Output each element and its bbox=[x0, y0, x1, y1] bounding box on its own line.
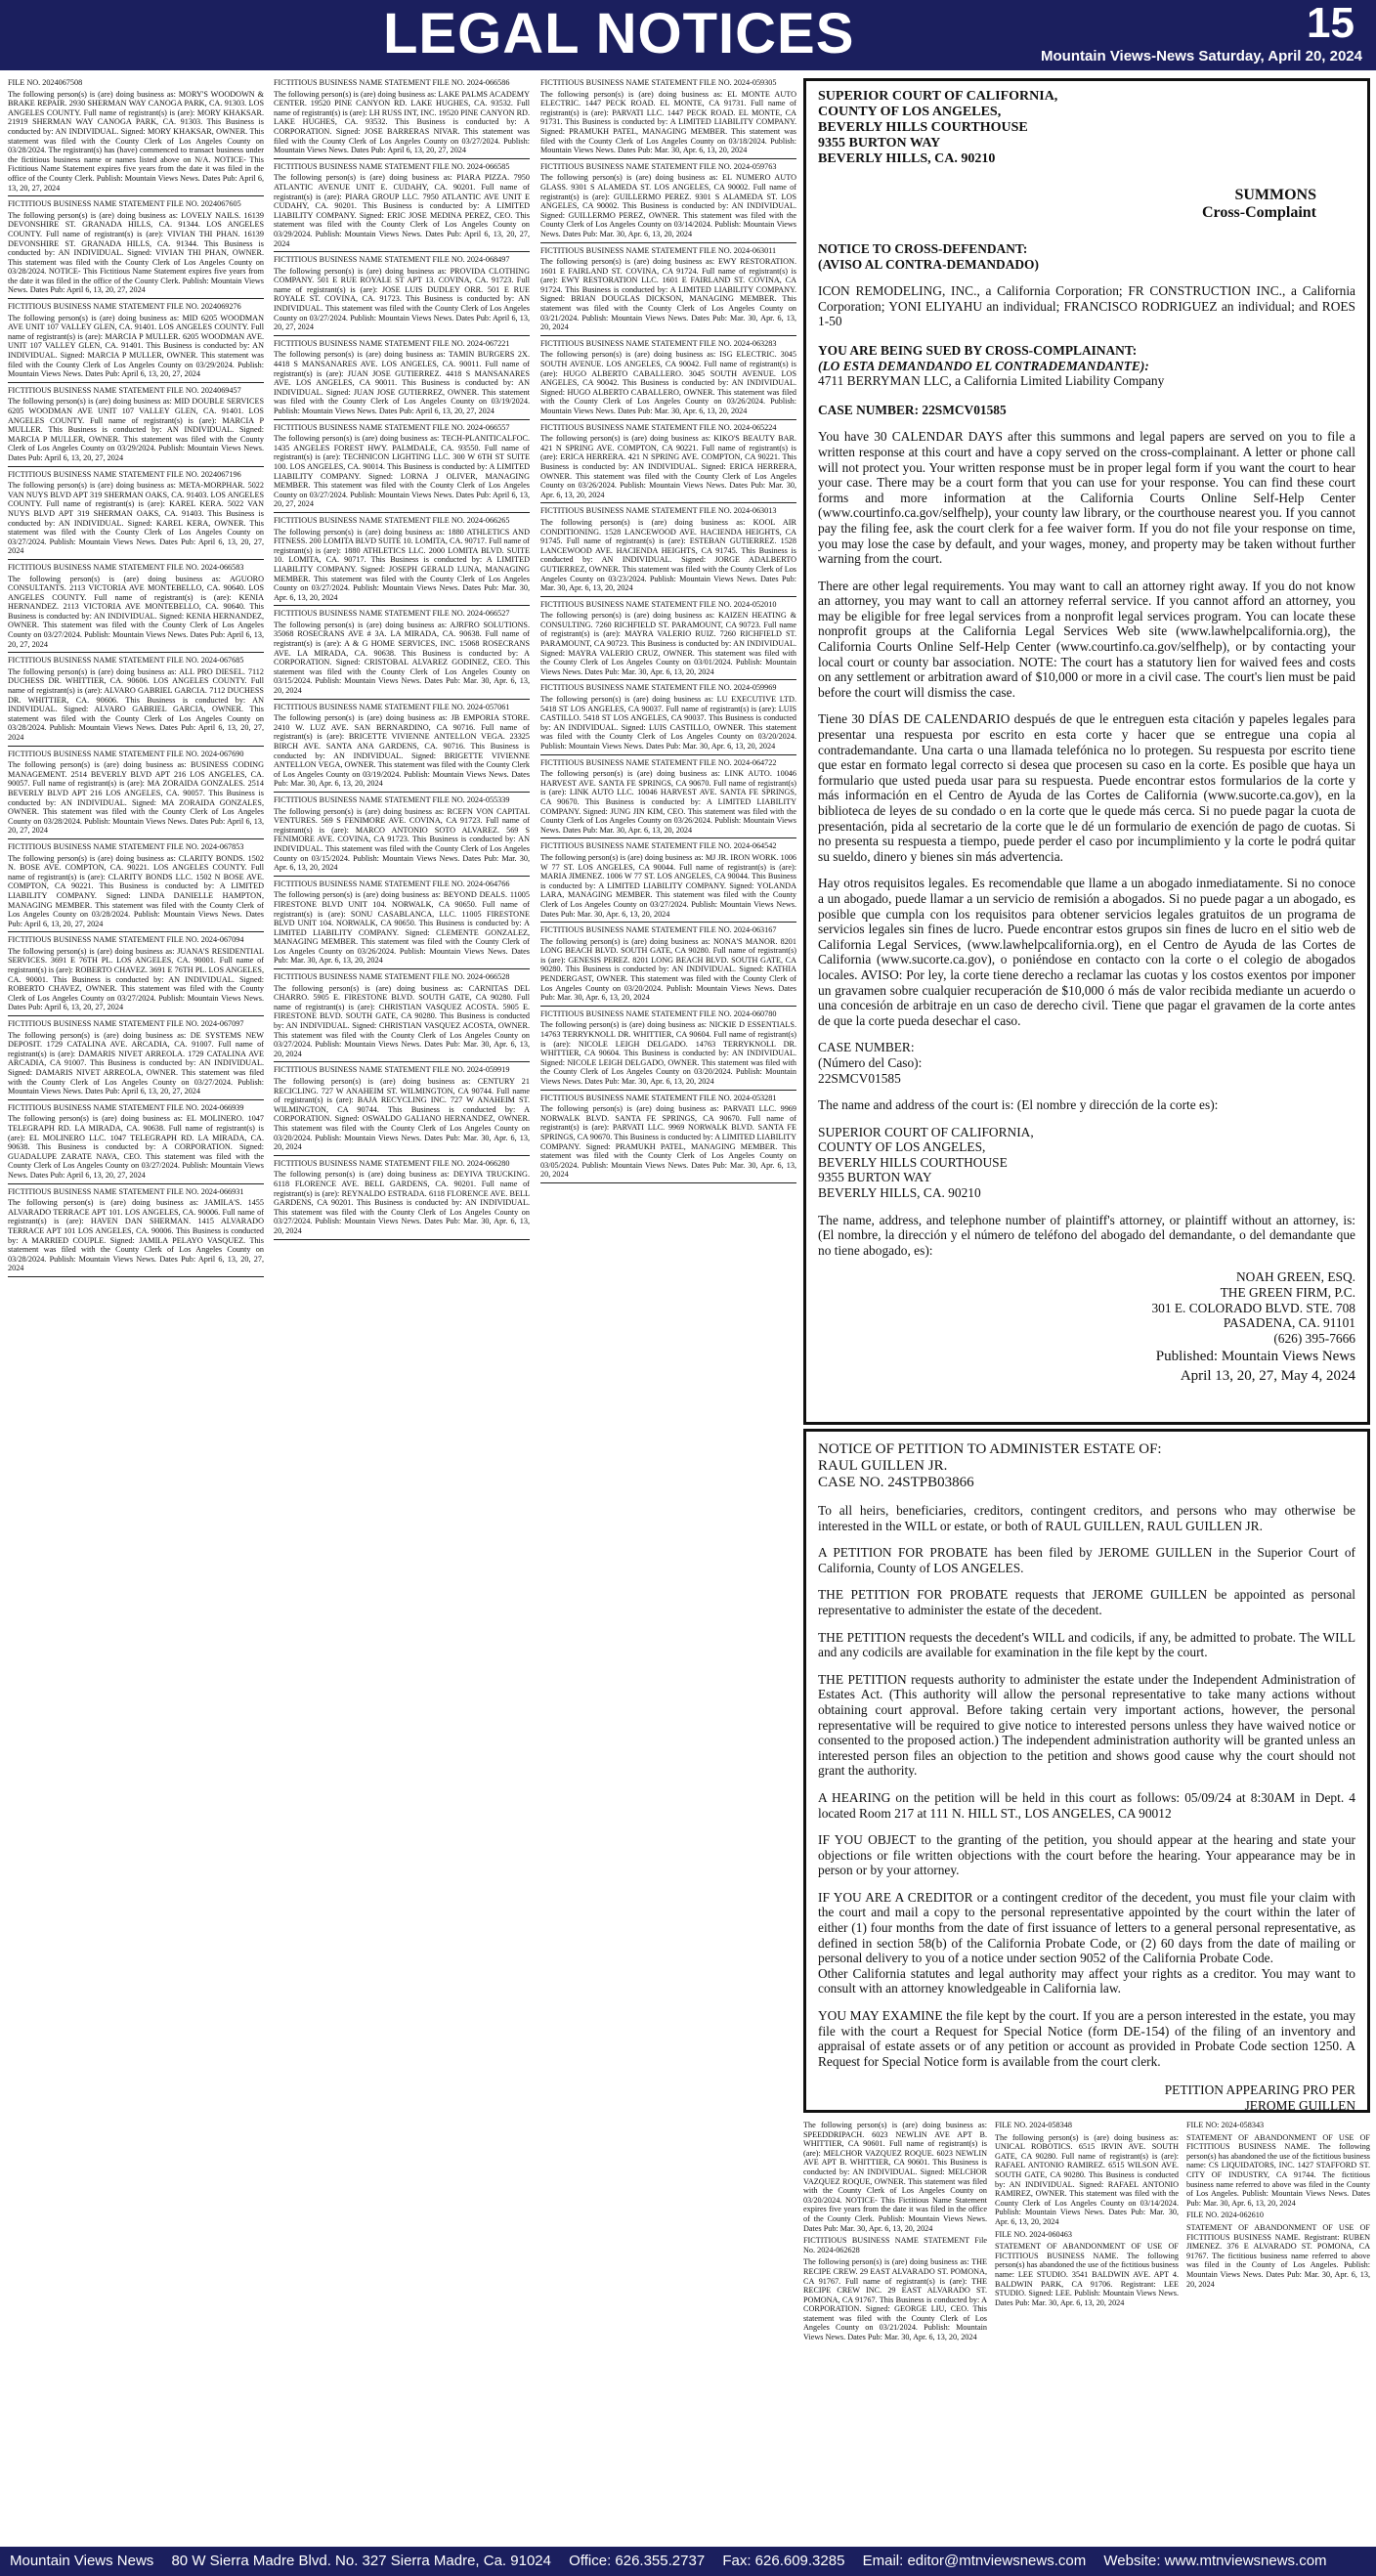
notice-body: The following person(s) is (are) doing business as: PROVIDA CLOTHING COMPANY. 501 E RUE ROYALE ST APT 13. COVINA, CA. 91723. Full name of registrant(s) is (are): JOSE LUIS DUDLEY ORR. 501 E RUE ROYALE ST. COVINA, CA. 91723. This Business is conducted by: AN INDIVIDUAL. This statement was filed with the County Clerk of Los Angeles County on 03/27/2024. Publish: Mountain Views News. Dates Pub: April 6, 13, 20, 27, 2024 bbox=[274, 266, 530, 332]
notice-body: The following person(s) is (are) doing business as: META-MORPHAR. 5022 VAN NUYS BLVD APT 319 SHERMAN OAKS, CA. 91403. LOS ANGELES COUNTY. Full name of registrant(s) is (are): KAREL KERA. 5022 VAN NUYS BLVD APT 319 SHERMAN OAKS, CA. 91403. This Business is conducted by: AN INDIVIDUAL. Signed: KAREL KERA, OWNER. This statement was filed with the County Clerk of Los Angeles County on 03/27/2024. Publish: Mountain Views News. Dates Pub: April 6, 13, 20, 27, 2024 bbox=[8, 481, 264, 556]
notice-body: The following person(s) is (are) doing business as: AGUORO CONSULTANTS. 2113 VICTORIA AVE MONTEBELLO, CA. 90640. LOS ANGELES COUNTY. Full name of registrant(s) is (are): KENIA HERNANDEZ. 2113 VICTORIA AVE MONTEBELLO, CA. 90640. This Business is conducted by: AN INDIVIDUAL. Signed: KENIA HERNANDEZ, OWNER. This statement was filed with the County Clerk of Los Angeles County on 03/27/2024. Publish: Mountain Views News. Dates Pub: April 6, 13, 20, 27, 2024 bbox=[8, 574, 264, 649]
notice-heading: FICTITIOUS BUSINESS NAME STATEMENT FILE NO. 2024-067221 bbox=[274, 338, 510, 348]
notice-divider bbox=[540, 419, 796, 420]
estate-title-line: RAUL GUILLEN JR. bbox=[818, 1458, 948, 1474]
notice-divider bbox=[274, 968, 530, 969]
notice-heading: FICTITIOUS BUSINESS NAME STATEMENT FILE NO. 2024-060780 bbox=[540, 1009, 777, 1018]
notice-divider bbox=[8, 746, 264, 747]
notice-body: The following person(s) is (are) doing business as: BUSINESS CODING MANAGEMENT. 2514 BEVERLY BLVD APT 216 LOS ANGELES, CA. 90057. Full name of registrant(s) is (are): MA ZORAIDA GONZALES. 2514 BEVERLY BLVD APT 216 LOS ANGELES, CA. 90057. This Business is conducted by: AN INDIVIDUAL. Signed: MA ZORAIDA GONZALES, OWNER. This statement was filed with the County Clerk of Los Angeles County on 03/28/2024. Publish: Mountain Views News. Dates Pub: April 6, 13, 20, 27, 2024 bbox=[8, 760, 264, 836]
signature-line: PETITION APPEARING PRO PER bbox=[1164, 2082, 1355, 2098]
notice-body: The following person(s) is (are) doing business as: EL MOLINERO. 1047 TELEGRAPH RD. LA MIRADA, CA. 90638. Full name of registrant(s) is (are): EL MOLINERO LLC. 1047 TELEGRAPH RD. LA MIRADA, CA. 90638. This Business is conducted by: A CORPORATION. Signed: GUADALUPE ZARATE NAVA, CEO. This statement was filed with the County Clerk of Los Angeles County on 03/27/2024. Publish: Mountain Views News. Dates Pub: April 6, 13, 20, 27, 2024 bbox=[8, 1114, 264, 1180]
notice-body: FICTITIOUS BUSINESS NAME STATEMENT File No. 2024-062628 bbox=[803, 2236, 987, 2254]
notice-heading: FICTITIOUS BUSINESS NAME STATEMENT FILE NO. 2024-066265 bbox=[274, 515, 510, 525]
notice-divider bbox=[274, 419, 530, 420]
notice-heading: FICTITIOUS BUSINESS NAME STATEMENT FILE NO. 2024-066528 bbox=[274, 972, 510, 982]
notice-heading: FICTITIOUS BUSINESS NAME STATEMENT FILE NO. 2024-064722 bbox=[540, 757, 777, 767]
notice-divider bbox=[8, 466, 264, 467]
notice-heading: FICTITIOUS BUSINESS NAME STATEMENT FILE NO. 2024-066585 bbox=[274, 161, 510, 171]
notice-heading: FICTITIOUS BUSINESS NAME STATEMENT FILE NO. 2024-063283 bbox=[540, 338, 777, 348]
notice-heading: FICTITIOUS BUSINESS NAME STATEMENT FILE NO. 2024069276 bbox=[8, 302, 241, 312]
bottom-column-2 bbox=[995, 2121, 1179, 2541]
notice-body: The following person(s) is (are) doing business as: MJ JR. IRON WORK. 1006 W 77 ST. LOS ANGELES, CA 90044. Full name of registrant(s) is (are): MARIA JIMENEZ. 1006 W 77 ST. LOS ANGELES, CA 90044. This Business is conducted by: A LIMITED LIABILITY COMPANY. Signed: YOLANDA LARA, MANAGING MEMBER. This statement was filed with the County Clerk of Los Angeles County on 03/27/2024. Publish: Mountain Views News. Dates Pub: Mar. 30, Apr. 6, 13, 20, 2024 bbox=[540, 852, 796, 919]
notice-heading: FICTITIOUS BUSINESS NAME STATEMENT FILE NO. 2024-055339 bbox=[274, 794, 510, 804]
notice-divider bbox=[540, 335, 796, 336]
notice-heading: FICTITIOUS BUSINESS NAME STATEMENT FILE NO. 2024-065224 bbox=[540, 422, 777, 432]
summons-title bbox=[818, 187, 1316, 222]
notice-divider bbox=[274, 876, 530, 877]
notice-heading: NOTICE TO CROSS-DEFENDANT: bbox=[818, 241, 1028, 256]
notice-heading: FICTITIOUS BUSINESS NAME STATEMENT FILE NO. 2024069457 bbox=[8, 385, 241, 395]
estate-paragraph: YOU MAY EXAMINE the file kept by the court. If you are a person interested in the estate, you may file with the court a Request for Special Notice (form DE-154) of the filing of an inventory and appraisal of estate assets or of any petition or account as provided in Probate Code section 1250. A Request for Special Notice form is available from the court clerk. bbox=[818, 2008, 1355, 2069]
estate-paragraph: THE PETITION requests authority to administer the estate under the Independent Administration of Estates Act. (This authority will allow the personal representative to take many actions without obtaining court approval. Before taking certain very important actions, however, the personal representative will be required to give notice to interested persons unless they have waived notice or consented to the proposed action.) The independent administration authority will be granted unless an interested person files an objection to the petition and shows good cause why the court should not grant the authority. bbox=[818, 1671, 1355, 1779]
estate-paragraph: THE PETITION FOR PROBATE requests that JEROME GUILLEN be appointed as personal representative to administer the estate of the decedent. bbox=[818, 1587, 1355, 1617]
estate-notice bbox=[803, 1429, 1370, 2113]
notice-heading: FICTITIOUS BUSINESS NAME STATEMENT FILE NO. 2024-067097 bbox=[8, 1019, 244, 1029]
notice-divider bbox=[540, 158, 796, 159]
notice-body: The following person(s) is (are) doing business as: LINK AUTO. 10046 HARVEST AVE. SANTA FE SPRINGS, CA 90670. Full name of registrant(s) is (are): LINK AUTO LLC. 10046 HARVEST AVE. SANTA FE SPRINGS, CA 90670. This Business is conducted by: A LIMITED LIABILITY COMPANY. Signed: JUNG JIN KIM, CEO. This statement was filed with the County Clerk of Los Angeles County on 03/26/2024. Publish: Mountain Views News. Dates Pub: Mar. 30, Apr. 6, 13, 20, 2024 bbox=[540, 769, 796, 835]
section-title: LEGAL NOTICES bbox=[383, 2, 855, 65]
estate-paragraph: A HEARING on the petition will be held in this court as follows: 05/09/24 at 8:30AM in Dept. 4 located Room 217 at 111 N. HILL ST., LOS ANGELES, CA 90012 bbox=[818, 1789, 1355, 1821]
notice-divider bbox=[274, 251, 530, 252]
notice-heading: FICTITIOUS BUSINESS NAME STATEMENT FILE NO. 2024-059969 bbox=[540, 683, 777, 693]
summons-notice bbox=[803, 78, 1370, 1425]
estate-paragraph: A PETITION FOR PROBATE has been filed by JEROME GUILLEN in the Superior Court of California, County of LOS ANGELES. bbox=[818, 1545, 1355, 1575]
attorney-line: PASADENA, CA. 91101 bbox=[1223, 1315, 1355, 1331]
estate-title-line: CASE NO. 24STPB03866 bbox=[818, 1475, 974, 1490]
notice-heading: FICTITIOUS BUSINESS NAME STATEMENT FILE NO. 2024-066939 bbox=[8, 1102, 244, 1112]
notice-divider bbox=[274, 1239, 530, 1240]
notice-divider bbox=[274, 792, 530, 793]
notice-divider bbox=[8, 652, 264, 653]
court-line: COUNTY OF LOS ANGELES, bbox=[818, 105, 1002, 119]
notice-heading: FICTITIOUS BUSINESS NAME STATEMENT FILE NO. 2024-066557 bbox=[274, 422, 510, 432]
notice-divider bbox=[8, 195, 264, 196]
estate-title bbox=[818, 1441, 1355, 1491]
notice-divider bbox=[540, 242, 796, 243]
masthead bbox=[0, 0, 1376, 70]
notice-divider bbox=[8, 838, 264, 839]
notice-body: The following person(s) is (are) doing business as: JB EMPORIA STORE. 2410 W. LUZ AVE. SAN BERNARDINO, CA 90716. Full name of registrant(s) is (are): BRICETTE VIVIENNE ANTELLON VEGA. 23325 BIRCH AVE. SANTA ANA GARDENS, CA. 90716. This Business is conducted by: AN INDIVIDUAL. Signed: BRIGETTE VIVIENNE ANTELLON VEGA, OWNER. This statement was filed with the County Clerk of Los Angeles County on 03/19/2024. Publish: Mountain Views News. Dates Pub: Mar. 30, Apr. 6, 13, 20, 2024 bbox=[274, 713, 530, 789]
notice-body: The following person(s) is (are) doing business as: DEYIVA TRUCKING. 6118 FLORENCE AVE. BELL GARDENS, CA. 90201. Full name of registrant(s) is (are): REYNALDO ESTRADA. 6118 FLORENCE AVE. BELL GARDENS, CA 90201. This Business is conducted by: AN INDIVIDUAL. This statement was filed with the County Clerk of Los Angeles County on 03/27/2024. Publish: Mountain Views News. Dates Pub: Mar. 30, Apr. 6, 13, 20, 2024 bbox=[274, 1170, 530, 1235]
notice-body: The following person(s) is (are) doing business as: JUANA'S RESIDENTIAL SERVICES. 3691 E 76TH PL. LOS ANGELES, CA. 90001. Full name of registrant(s) is (are): ROBERTO CHAVEZ. 3691 E 76TH PL. LOS ANGELES, CA. 90001. This Business is conducted by: AN INDIVIDUAL. Signed: ROBERTO CHAVEZ, OWNER. This statement was filed with the County Clerk of Los Angeles County on 03/27/2024. Publish: Mountain Views News. Dates Pub: April 6, 13, 20, 27, 2024 bbox=[8, 946, 264, 1012]
notice-body: The following person(s) is (are) doing business as: EL MONTE AUTO ELECTRIC. 1447 PECK ROAD. EL MONTE, CA 91731. Full name of registrant(s) is (are): PARVATI LLC. 1447 PECK ROAD. EL MONTE, CA 91731. This Business is conducted by: A LIMITED LIABILITY COMPANY. Signed: PRAMUKH PATEL, MANAGING MEMBER. This statement was filed with the County Clerk of Los Angeles County on 03/18/2024. Publish: Mountain Views News. Dates Pub: Mar. 30, Apr. 6, 13, 20, 2024 bbox=[540, 89, 796, 155]
notice-heading-es: (AVISO AL CONTRA-DEMANDADO) bbox=[818, 256, 1039, 272]
notice-heading: FICTITIOUS BUSINESS NAME STATEMENT FILE NO. 2024-066586 bbox=[274, 78, 510, 87]
notice-body: The following person(s) is (are) doing business as: JAMILA'S. 1455 ALVARADO TERRACE APT 101. LOS ANGELES, CA. 90006. Full name of registrant(s) is (are): HAVEN DAN SHERMAN. 1415 ALVARADO TERRACE APT 101 LOS ANGELES, CA. 90006. This Business is conducted by: A MARRIED COUPLE. Signed: JAMILA PELAYO VASQUEZ. This statement was filed with the County Clerk of Los Angeles County on 03/28/2024. Publish: Mountain Views News. Dates Pub: April 6, 13, 20, 27, 2024 bbox=[8, 1198, 264, 1273]
notice-body: FILE NO. 2024-058348 bbox=[995, 2121, 1072, 2129]
notice-heading: FICTITIOUS BUSINESS NAME STATEMENT FILE NO. 2024-066280 bbox=[274, 1158, 510, 1168]
notice-body: The following person(s) is (are) doing business as: EWY RESTORATION. 1601 E FAIRLAND ST. COVINA, CA 91724. Full name of registrant(s) is (are): EWY RESTORATION LLC. 1601 E FAIRLAND ST. COVINA, CA 91724. This Business is conducted by: A LIMITED LIABILITY COMPANY. Signed: BRIAN DOUGLAS DICKSON, MANAGING MEMBER. This statement was filed with the County Clerk of Los Angeles County on 03/21/2024. Publish: Mountain Views News. Dates Pub: Mar. 30, Apr. 6, 13, 20, 2024 bbox=[540, 257, 796, 332]
notice-heading: FICTITIOUS BUSINESS NAME STATEMENT FILE NO. 2024-066583 bbox=[8, 562, 244, 572]
notice-body: The following person(s) is (are) doing business as: UNICAL ROBOTICS. 6515 IRVIN AVE. SOUTH GATE, CA 90280. Full name of registrant(s) is (are): RAFAEL ANTONIO RAMIREZ. 6515 WILSON AVE. SOUTH GATE, CA 90280. This Business is conducted by: AN INDIVIDUAL. Signed: RAFAEL ANTONIO RAMIREZ, OWNER. This statement was filed with the County Clerk of Los Angeles County on 03/14/2024. Publish: Mountain Views News. Dates Pub: Mar. 30, Apr. 6, 13, 20, 2024 bbox=[995, 2132, 1179, 2226]
notice-body: The following person(s) is (are) doing business as: LU EXECUTIVE LTD. 5418 ST LOS ANGELES, CA 90037. Full name of registrant(s) is (are): LUIS CASTILLO. 5418 ST LOS ANGELES, CA 90037. This Business is conducted by: AN INDIVIDUAL. Signed: LUIS CASTILLO, OWNER. This statement was filed with the County Clerk of Los Angeles County on 03/20/2024. Publish: Mountain Views News. Dates Pub: Mar. 30, Apr. 6, 13, 20, 2024 bbox=[540, 695, 796, 751]
notice-heading: FICTITIOUS BUSINESS NAME STATEMENT FILE NO. 2024-063011 bbox=[540, 245, 777, 255]
notice-divider bbox=[8, 1183, 264, 1184]
notice-divider bbox=[274, 335, 530, 336]
court-address-line: BEVERLY HILLS, CA. 90210 bbox=[818, 1185, 981, 1201]
notice-heading: FICTITIOUS BUSINESS NAME STATEMENT FILE NO. 2024-057061 bbox=[274, 702, 510, 711]
notice-divider bbox=[540, 679, 796, 680]
notice-heading: FICTITIOUS BUSINESS NAME STATEMENT FILE NO. 2024-068497 bbox=[274, 255, 510, 265]
notice-heading: FICTITIOUS BUSINESS NAME STATEMENT FILE NO. 2024067196 bbox=[8, 469, 241, 479]
notice-body: FILE NO. 2024-060463 bbox=[995, 2229, 1072, 2239]
notice-divider bbox=[274, 605, 530, 606]
footer-office: Office: 626.355.2737 bbox=[569, 2553, 706, 2569]
notice-heading: FICTITIOUS BUSINESS NAME STATEMENT FILE NO. 2024-066931 bbox=[8, 1186, 244, 1196]
notice-divider bbox=[8, 559, 264, 560]
summons-para: Tiene 30 DÍAS DE CALENDARIO después de que le entreguen esta citación y papeles legales para presentar una respuesta por escrito en esta corte y hacer que se entregue una copia al contrademandante. Una carta o una llamada telefónica no lo protegen. Su respuesta por escrito tiene que estar en formato legal correcto si desea que procesen su caso en la corte. Es posible que haya un formulario que usted pueda usar para su respuesta. Puede encontrar estos formularios de la corte y más información en el Centro de Ayuda de las Cortes de California (www.sucorte.ca.gov), en la biblioteca de leyes de su condado o en la corte que le quede más cerca. Si no puede pagar la cuota de presentación, pida al secretario de la corte que le dé un formulario de exención de pago de cuotas. Si no presenta su respuesta a tiempo, puede perder el caso por incumplimiento y la corte le podrá quitar su sueldo, dinero y bienes sin más advertencia. bbox=[818, 711, 1355, 864]
court-address-line: 9355 BURTON WAY bbox=[818, 1170, 932, 1185]
notice-body: The following person(s) is (are) doing business as: ALL PRO DIESEL. 7112 DUCHESS DR. WHITTIER, CA. 90606. LOS ANGELES COUNTY. Full name of registrant(s) is (are): ALVARO GABRIEL GARCIA. 7112 DUCHESS DR. WHITTIER, CA. 90606. This Business is conducted by: AN INDIVIDUAL. Signed: ALVARO GABRIEL GARCIA, OWNER. This statement was filed with the County Clerk of Los Angeles County on 03/28/2024. Publish: Mountain Views News. Dates Pub: April 6, 13, 20, 27, 2024 bbox=[8, 666, 264, 742]
notice-body: The following person(s) is (are) doing business as: MORY'S WOODOWN & BRAKE REPAIR. 2930 SHERMAN WAY CANOGA PARK, CA. 91303. LOS ANGELES COUNTY. Full name of registrant(s) is (are): MORY KHAKSAR. 21919 SHERMAN WAY CANOGA PARK, CA. 91303. This Business is conducted by: AN INDIVIDUAL. Signed: MORY KHAKSAR, OWNER. This statement was filed with the County Clerk of Los Angeles County on 03/28/2024. The registrant(s) has (have) commenced to transact business under the fictitious business name or names listed above on N/A. NOTICE- This Fictitious Name Statement expires five years from the date it was filed in the office of the County Clerk. Publish: Mountain Views News. Dates Pub: April 6, 13, 20, 27, 2024 bbox=[8, 89, 264, 193]
bottom-column-3 bbox=[1186, 2121, 1370, 2541]
attorney-line: (626) 395-7666 bbox=[1273, 1330, 1355, 1346]
notice-heading: FICTITIOUS BUSINESS NAME STATEMENT FILE NO. 2024-067690 bbox=[8, 749, 244, 758]
notice-heading: FICTITIOUS BUSINESS NAME STATEMENT FILE NO. 2024-064766 bbox=[274, 879, 510, 888]
notice-divider bbox=[274, 1155, 530, 1156]
court-address-line: BEVERLY HILLS COURTHOUSE bbox=[818, 1154, 1008, 1170]
notice-body: STATEMENT OF ABANDONMENT OF USE OF FICTITIOUS BUSINESS NAME. The following person(s) has abandoned the use of the fictitious business name: LEE STUDIO. 3541 BALDWIN AVE. APT 4. BALDWIN PARK, CA 91706. Registrant: LEE STUDIO. Signed: LEE. Publish: Mountain Views News. Dates Pub: Mar. 30, Apr. 6, 13, 20, 2024 bbox=[995, 2242, 1179, 2307]
classified-column-2 bbox=[274, 78, 530, 2541]
cross-complainant: 4711 BERRYMAN LLC, a California Limited Liability Company bbox=[818, 373, 1165, 389]
notice-body: The following person(s) is (are) doing business as: ISG ELECTRIC. 3045 SOUTH AVENUE. LOS ANGELES, CA 90042. Full name of registrant(s) is (are): HUGO ALBERTO CABALLERO. 3045 SOUTH AVENUE. LOS ANGELES, CA 90042. This Business is conducted by: AN INDIVIDUAL. Signed: HUGO ALBERTO CABALLERO, OWNER. This statement was filed with the County Clerk of Los Angeles County on 03/26/2024. Publish: Mountain Views News. Dates Pub: Mar. 30, Apr. 6, 13, 20, 2024 bbox=[540, 350, 796, 415]
notice-divider bbox=[540, 1182, 796, 1183]
notice-body: The following person(s) is (are) doing business as: CARNITAS DEL CHARRO. 5905 E. FIRESTONE BLVD. SOUTH GATE, CA 90280. Full name of registrant(s) is (are): CHRISTIAN VASQUEZ ACOSTA. 5905 E. FIRESTONE BLVD. SOUTH GATE, CA 90280. This Business is conducted by: AN INDIVIDUAL. Signed: CHRISTIAN VASQUEZ ACOSTA, OWNER. This statement was filed with the County Clerk of Los Angeles County on 03/27/2024. Publish: Mountain Views News. Dates Pub: Mar. 30, Apr. 6, 13, 20, 2024 bbox=[274, 983, 530, 1058]
classified-column-3 bbox=[540, 78, 796, 2541]
summons-title-line: SUMMONS bbox=[1234, 187, 1316, 203]
summons-court-header bbox=[818, 89, 1355, 167]
sued-heading-es: (LO ESTA DEMANDANDO EL CONTRADEMANDANTE): bbox=[818, 358, 1149, 373]
notice-body: The following person(s) is (are) doing business as: CLARITY BONDS. 1502 N. BOSE AVE. COMPTON, CA. 90221. LOS ANGELES COUNTY. Full name of registrant(s) is (are): CLARITY BONDS LLC. 1502 N BOSE AVE. COMPTON, CA 90221. This Business is conducted by: A LIMITED LIABILITY COMPANY. Signed: LINDA DANIELLE HAMPTON, MANAGING MEMBER. This statement was filed with the County Clerk of Los Angeles County on 03/28/2024. Publish: Mountain Views News. Dates Pub: April 6, 13, 20, 27, 2024 bbox=[8, 853, 264, 928]
court-line: SUPERIOR COURT OF CALIFORNIA, bbox=[818, 89, 1058, 104]
notice-body: The following person(s) is (are) doing business as: THE RECIPE CREW. 29 EAST ALVARADO ST. POMONA, CA 91767. Full name of registrant(s) is (are): THE RECIPE CREW INC. 29 EAST ALVARADO ST. POMONA, CA 91767. This Business is conducted by: A CORPORATION. Signed: GEORGE LIU, CEO. This statement was filed with the County Clerk of Los Angeles County on 03/21/2024. Publish: Mountain Views News. Dates Pub: Mar. 30, Apr. 6, 13, 20, 2024 bbox=[803, 2257, 987, 2342]
court-line: BEVERLY HILLS COURTHOUSE bbox=[818, 120, 1028, 135]
attorney-line: 301 E. COLORADO BLVD. STE. 708 bbox=[1151, 1300, 1355, 1315]
notice-heading: FICTITIOUS BUSINESS NAME STATEMENT FILE NO. 2024-067853 bbox=[8, 841, 244, 851]
notice-heading: FICTITIOUS BUSINESS NAME STATEMENT FILE NO. 2024-052010 bbox=[540, 599, 777, 609]
notice-body: The following person(s) is (are) doing business as: KAIZEN HEATING & CONSULTING. 7260 RICHFIELD ST. PARAMOUNT, CA 90723. Full name of registrant(s) is (are): MAYRA VALERIO RUIZ. 7260 RICHFIELD ST. PARAMOUNT, CA 90723. This Business is conducted by: AN INDIVIDUAL. Signed: MAYRA VALERIO CRUZ, OWNER. This statement was filed with the County Clerk of Los Angeles County on 03/01/2024. Publish: Mountain Views News. Dates Pub: Mar. 30, Apr. 6, 13, 20, 2024 bbox=[540, 611, 796, 676]
classified-column-1 bbox=[8, 78, 264, 2541]
cross-defendants: ICON REMODELING, INC., a California Corporation; FR CONSTRUCTION INC., a California Corporation; YONI ELIYAHU an individual; FRANCISCO RODRIGUEZ an individual; and ROES 1-50 bbox=[818, 283, 1355, 329]
notice-divider bbox=[540, 596, 796, 597]
page-number: 15 bbox=[1307, 0, 1354, 47]
notice-body: STATEMENT OF ABANDONMENT OF USE OF FICTITIOUS BUSINESS NAME. Registrant: RUBEN JIMENEZ. 376 E ALVARADO ST. POMONA, CA 91767. The fictitious business name referred to above was filed in the County of Los Angeles. Publish: Mountain Views News. Dates Pub: Mar. 30, Apr. 6, 13, 20, 2024 bbox=[1186, 2222, 1370, 2289]
signature-line: JEROME GUILLEN bbox=[1244, 2098, 1355, 2113]
notice-divider bbox=[8, 382, 264, 383]
notice-body: The following person(s) is (are) doing business as: KIKO'S BEAUTY BAR. 421 N SPRING AVE. COMPTON, CA 90221. Full name of registrant(s) is (are): ERICA HERRERA. 421 N SPRING AVE. COMPTON, CA 90221. This Business is conducted by: AN INDIVIDUAL. Signed: ERICA HERRERA, OWNER. This statement was filed with the County Clerk of Los Angeles County on 03/26/2024. Publish: Mountain Views News. Dates Pub: Mar. 30, Apr. 6, 13, 20, 2024 bbox=[540, 434, 796, 499]
bottom-column-1 bbox=[803, 2121, 987, 2541]
notice-body: The following person(s) is (are) doing business as: SPEEDDRIPACH. 6023 NEWLIN AVE APT B. WHITTIER, CA 90601. Full name of registrant(s) is (are): MELCHOR VAZQUEZ ROQUE. 6023 NEWLIN AVE APT B. WHITTIER, CA 90601. This Business is conducted by: AN INDIVIDUAL. Signed: MELCHOR VAZQUEZ ROQUE, OWNER. This statement was filed with the County Clerk of Los Angeles County on 03/20/2024. NOTICE- This Fictitious Name Statement expires five years from the date it was filed in the office of the County Clerk. Publish: Mountain Views News. Dates Pub: Mar. 30, Apr. 6, 13, 20, 2024 bbox=[803, 2121, 987, 2233]
notice-heading: FICTITIOUS BUSINESS NAME STATEMENT FILE NO. 2024-053281 bbox=[540, 1093, 777, 1102]
estate-paragraphs bbox=[818, 1503, 1355, 2069]
notice-body: The following person(s) is (are) doing business as: CENTURY 21 RECICLING. 727 W ANAHEIM ST. WILMINGTON, CA 90744. Full name of registrant(s) is (are): BAJA RECYCLING INC. 727 W ANAHEIM ST. WILMINGTON, CA 90744. This Business is conducted by: A CORPORATION. Signed: OSWALDO GALIANO HERNANDEZ, OWNER. This statement was filed with the County Clerk of Los Angeles County on 03/20/2024. Publish: Mountain Views News. Dates Pub: Mar. 30, Apr. 6, 13, 20, 2024 bbox=[274, 1077, 530, 1152]
notice-heading: FICTITIOUS BUSINESS NAME STATEMENT FILE NO. 2024-059763 bbox=[540, 161, 777, 171]
summons-title-line: Cross-Complaint bbox=[1201, 204, 1316, 221]
notice-body: The following person(s) is (are) doing business as: MID DOUBLE SERVICES 6205 WOODMAN AVE UNIT 107 VALLEY GLEN, CA. 91401. LOS ANGELES COUNTY. Full name of registrant(s) is (are): MARCIA P MULLER. This Business is conducted by: AN INDIVIDUAL. Signed: MARCIA P MULLER, OWNER. This statement was filed with the County Clerk of Los Angeles County on 03/29/2024. Publish: Mountain Views News. Dates Pub: April 6, 13, 20, 27, 2024 bbox=[8, 397, 264, 462]
court-address bbox=[818, 1125, 1355, 1201]
notice-body: The following person(s) is (are) doing business as: AJRFRO SOLUTIONS. 35068 ROSECRANS AVE # 3A. LA MIRADA, CA. 90638. Full name of registrant(s) is (are): A & G HOME SERVICES, INC. 15068 ROSECRANS AVE. LA MIRADA, CA. 90638. This Business is conducted by: A CORPORATION. Signed: CRISTOBAL ALVAREZ GODINEZ, CEO. This statement was filed with the County Clerk of Los Angeles County on 03/15/2024. Publish: Mountain Views News. Dates Pub: Mar. 30, Apr. 6, 13, 20, 2024 bbox=[274, 620, 530, 696]
notice-body: FILE NO: 2024-058343 bbox=[1186, 2121, 1265, 2129]
notice-divider bbox=[274, 699, 530, 700]
case-number-line: CASE NUMBER: 22SMCV01585 bbox=[818, 402, 1007, 417]
estate-paragraph: IF YOU OBJECT to the granting of the petition, you should appear at the hearing and state your objections or file written objections with the court before the hearing. Your appearance may be in person or by your attorney. bbox=[818, 1832, 1355, 1878]
court-address-line: SUPERIOR COURT OF CALIFORNIA, bbox=[818, 1124, 1034, 1139]
notice-body: The following person(s) is (are) doing business as: NONA'S MANOR. 8201 LONG BEACH BLVD. SOUTH GATE, CA 90280. Full name of registrant(s) is (are): GENESIS PEREZ. 8201 LONG BEACH BLVD. SOUTH GATE, CA 90280. This Business is conducted by: AN INDIVIDUAL. Signed: KATHIA PENDERGAST, OWNER. This statement was filed with the County Clerk of Los Angeles County on 03/20/2024. Publish: Mountain Views News. Dates Pub: Mar. 30, Apr. 6, 13, 20, 2024 bbox=[540, 936, 796, 1003]
notice-body: STATEMENT OF ABANDONMENT OF USE OF FICTITIOUS BUSINESS NAME. The following person(s) has abandoned the use of the fictitious business name: CS LIQUIDATORS, INC. 1427 STAFFORD ST. CITY OF INDUSTRY, CA 91744. The fictitious business name referred to above was filed in the County of Los Angeles. Publish: Mountain Views News. Dates Pub: Mar. 30, Apr. 6, 13, 20, 2024 bbox=[1186, 2132, 1370, 2208]
estate-paragraph: IF YOU ARE A CREDITOR or a contingent creditor of the decedent, you must file your claim with the court and mail a copy to the personal representative appointed by the court within the later of either (1) four months from the date of first issuance of letters to a general personal representative, as defined in section 58(b) of the California Probate Code, or (2) 60 days from the date of mailing or personal delivery to you of a notice under section 9052 of the California Probate Code. Other California statutes and legal authority may affect your rights as a creditor. You may want to consult with an attorney knowledgeable in California law. bbox=[818, 1889, 1355, 1996]
notice-divider bbox=[540, 837, 796, 838]
notice-divider bbox=[540, 1090, 796, 1091]
notice-body: The following person(s) is (are) doing business as: NICKIE D ESSENTIALS. 14763 TERRYKNOLL DR. WHITTIER, CA 90604. Full name of registrant(s) is (are): NICOLE LEIGH DELGADO. 14763 TERRYKNOLL DR. WHITTIER, CA 90604. This Business is conducted by: AN INDIVIDUAL. Signed: NICOLE LEIGH DELGADO, OWNER. This statement was filed with the County Clerk of Los Angeles County on 03/20/2024. Publish: Mountain Views News. Dates Pub: Mar. 30, Apr. 6, 13, 20, 2024 bbox=[540, 1020, 796, 1086]
notice-body: The following person(s) is (are) doing business as: EL NUMERO AUTO GLASS. 9301 S ALAMEDA ST. LOS ANGELES, CA 90002. Full name of registrant(s) is (are): GUILLERMO PEREZ. 9301 S ALAMEDA ST. LOS ANGELES, CA 90002. This Business is conducted by: AN INDIVIDUAL. Signed: GUILLERMO PEREZ, OWNER. This statement was filed with the County Clerk of Los Angeles County on 03/14/2024. Publish: Mountain Views News. Dates Pub: Mar. 30, Apr. 6, 13, 20, 2024 bbox=[540, 173, 796, 238]
notice-divider bbox=[540, 754, 796, 755]
notice-divider bbox=[8, 931, 264, 932]
notice-body: The following person(s) is (are) doing business as: KOOL AIR CONDITIONING. 1528 LANCEWOOD AVE. HACIENDA HEIGHTS, CA 91745. Full name of registrant(s) is (are): ESTEBAN GUTIERREZ. 1528 LANCEWOOD AVE. HACIENDA HEIGHTS, CA 91745. This Business is conducted by: AN INDIVIDUAL. Signed: JORGE ADALBERTO GUTIERREZ, OWNER. This statement was filed with the County Clerk of Los Angeles County on 03/23/2024. Publish: Mountain Views News. Dates Pub: Mar. 30, Apr. 6, 13, 20, 2024 bbox=[540, 517, 796, 593]
notice-body: FILE NO. 2024-062610 bbox=[1186, 2211, 1264, 2220]
notice-divider bbox=[274, 158, 530, 159]
notice-heading: FICTITIOUS BUSINESS NAME STATEMENT FILE NO. 2024-067094 bbox=[8, 935, 244, 945]
court-line: 9355 BURTON WAY bbox=[818, 136, 941, 150]
edition-line: Mountain Views-News Saturday, April 20, 2024 bbox=[1041, 48, 1362, 64]
notice-divider bbox=[8, 1276, 264, 1277]
notice-body: The following person(s) is (are) doing business as: RCEFN VON CAPITAL VENTURES. 569 S FENIMORE AVE. COVINA, CA 91723. Full name of registrant(s) is (are): MARCO ANTONIO SOTO ALVAREZ. 569 S FENIMORE AVE. COVINA, CA 91723. This Business is conducted by: AN INDIVIDUAL. This statement was filed with the County Clerk of Los Angeles County on 03/15/2024. Publish: Mountain Views News. Dates Pub: Mar. 30, Apr. 6, 13, 20, 2024 bbox=[274, 806, 530, 873]
notice-heading: FICTITIOUS BUSINESS NAME STATEMENT FILE NO. 2024-064542 bbox=[540, 841, 777, 851]
notice-heading: FICTITIOUS BUSINESS NAME STATEMENT FILE NO. 2024-059305 bbox=[540, 78, 777, 87]
notice-heading: FICTITIOUS BUSINESS NAME STATEMENT FILE NO. 2024-063013 bbox=[540, 506, 777, 516]
notice-divider bbox=[540, 922, 796, 923]
notice-body: The following person(s) is (are) doing business as: TAMIN BURGERS 2X. 4418 S MANSANARES AVE. LOS ANGELES, CA. 90011. Full name of registrant(s) is (are): JUAN JOSE GUTIERREZ. 4418 S MANSANARES AVE. LOS ANGELES, CA 90011. This Business is conducted by: AN INDIVIDUAL. Signed: JUAN JOSE GUTIERREZ, OWNER. This statement was filed with the County Clerk of Los Angeles County on 03/19/2024. Publish: Mountain Views News. Dates Pub: April 6, 13, 20, 27, 2024 bbox=[274, 350, 530, 415]
notice-body: The following person(s) is (are) doing business as: PARVATI LLC. 9969 NORWALK BLVD. SANTA FE SPRINGS, CA 90670. Full name of registrant(s) is (are): PARVATI LLC. 9969 NORWALK BLVD. SANTA FE SPRINGS, CA 90670. This Business is conducted by: A LIMITED LIABILITY COMPANY. Signed: PRAMUKH PATEL, MANAGING MEMBER. This statement was filed with the County Clerk of Los Angeles County on 03/05/2024. Publish: Mountain Views News. Dates Pub: Mar. 30, Apr. 6, 13, 20, 2024 bbox=[540, 1104, 796, 1180]
court-line: BEVERLY HILLS, CA. 90210 bbox=[818, 151, 996, 166]
estate-signature bbox=[818, 2082, 1355, 2113]
footer-address: 80 W Sierra Madre Blvd. No. 327 Sierra Madre, Ca. 91024 bbox=[171, 2553, 551, 2569]
notice-heading: FICTITIOUS BUSINESS NAME STATEMENT FILE NO. 2024067605 bbox=[8, 199, 241, 209]
notice-body: The following person(s) is (are) doing business as: MID 6205 WOODMAN AVE UNIT 107 VALLEY GLEN, CA. 91401. LOS ANGELES COUNTY. Full name of registrant(s) is (are): MARCIA P MULLER. 6205 WOODMAN AVE. UNIT 107 VALLEY GLEN, CA. 91401. This Business is conducted by: AN INDIVIDUAL. Signed: MARCIA P MULLER, OWNER. This statement was filed with the County Clerk of Los Angeles County on 03/29/2024. Publish: Mountain Views News. Dates Pub: April 6, 13, 20, 27, 2024 bbox=[8, 313, 264, 379]
notice-heading: FILE NO. 2024067508 bbox=[8, 78, 83, 87]
notice-divider bbox=[540, 1006, 796, 1007]
estate-paragraph: To all heirs, beneficiaries, creditors, contingent creditors, and persons who may otherwise be interested in the WILL or estate, or both of RAUL GUILLEN, RAUL GUILLEN JR. bbox=[818, 1503, 1355, 1533]
published-line: Published: Mountain Views News bbox=[1155, 1349, 1355, 1365]
notice-body: The following person(s) is (are) doing business as: DE SYSTEMS NEW DEPOSIT. 1729 CATALINA AVE. ARCADIA, CA. 91007. Full name of registrant(s) is (are): DAMARIS NIVET ARREOLA. 1729 CATALINA AVE ARCADIA, CA 91007. This Business is conducted by: AN INDIVIDUAL. Signed: DAMARIS NIVET ARREOLA, OWNER. This statement was filed with the County Clerk of Los Angeles County on 03/27/2024. Publish: Mountain Views News. Dates Pub: April 6, 13, 20, 27, 2024 bbox=[8, 1030, 264, 1096]
estate-title-line: NOTICE OF PETITION TO ADMINISTER ESTATE OF: bbox=[818, 1441, 1162, 1457]
footer-fax: Fax: 626.609.3285 bbox=[722, 2553, 845, 2569]
notice-divider bbox=[8, 1015, 264, 1016]
summons-para: There are other legal requirements. You may want to call an attorney right away. If you do not know an attorney, you may want to call an attorney referral service. If you cannot afford an attorney, you may be eligible for free legal services from a nonprofit legal services program. You can locate these nonprofit groups at the California Legal Services Web site (www.lawhelpcalifornia.org), the California Courts Online Self-Help Center (www.courtinfo.ca.gov/selfhelp), or by contacting your local court or county bar association. NOTE: The court has a statutory lien for waived fees and costs on any settlement or arbitration award of $10,000 or more in a civil case. The court's lien must be paid before the court will dismiss the case. bbox=[818, 578, 1355, 700]
notice-divider bbox=[274, 1061, 530, 1062]
notice-heading: FICTITIOUS BUSINESS NAME STATEMENT FILE NO. 2024-059919 bbox=[274, 1065, 510, 1075]
footer-website: Website: www.mtnviewsnews.com bbox=[1103, 2553, 1327, 2569]
summons-para: You have 30 CALENDAR DAYS after this summons and legal papers are served on you to file a written response at this court and have a copy served on the cross-complainant. A letter or phone call will not protect you. Your written response must be in proper legal form if you want the court to hear your case. There may be a court form that you can use for your response. You can find these court forms and more information at the California Courts Online Self-Help Center (www.courtinfo.ca.gov/selfhelp), your county law library, or the courthouse nearest you. If you cannot pay the filing fee, ask the court clerk for a fee waiver form. If you do not file your response on time, you may lose the case by default, and your wages, money, and property may be taken without further warning from the court. bbox=[818, 429, 1355, 567]
summons-para: Hay otros requisitos legales. Es recomendable que llame a un abogado inmediatamente. Si no conoce a un abogado, puede llamar a un servicio de remisión a abogados. Si no puede pagar a un abogado, es posible que cumpla con los requisitos para obtener servicios legales gratuitos de un programa de servicios legales sin fines de lucro. Puede encontrar estos grupos sin fines de lucro en el sitio web de California Legal Services, (www.lawhelpcalifornia.org), en el Centro de Ayuda de las Cortes de California (www.sucorte.ca.gov), o poniéndose en contacto con la corte o el colegio de abogados locales. AVISO: Por ley, la corte tiene derecho a reclamar las cuotas y los costos exentos por imponer un gravamen sobre cualquier recuperación de $10,000 ó más de valor recibida mediante un acuerdo o una concesión de arbitraje en un caso de derecho civil. Tiene que pagar el gravamen de la corte antes de que la corte pueda desechar el caso. bbox=[818, 876, 1355, 1028]
estate-paragraph: THE PETITION requests the decedent's WILL and codicils, if any, be admitted to probate. The WILL and any codicils are available for examination in the file kept by the court. bbox=[818, 1629, 1355, 1660]
notice-divider bbox=[8, 298, 264, 299]
footer-paper: Mountain Views News bbox=[10, 2553, 154, 2569]
attorney-line: NOAH GREEN, ESQ. bbox=[1236, 1269, 1355, 1285]
notice-heading: FICTITIOUS BUSINESS NAME STATEMENT FILE NO. 2024-066527 bbox=[274, 609, 510, 619]
sued-heading: YOU ARE BEING SUED BY CROSS-COMPLAINANT: bbox=[818, 342, 1138, 358]
case-number-label: CASE NUMBER: bbox=[818, 1040, 915, 1055]
notice-body: The following person(s) is (are) doing business as: PIARA PIZZA. 7950 ATLANTIC AVENUE UNIT E. CUDAHY, CA. 90201. Full name of registrant(s) is (are): PIARA GROUP LLC. 7950 ATLANTIC AVE UNIT E CUDAHY, CA. 90201. This Business is conducted by: A LIMITED LIABILITY COMPANY. Signed: ERIC JOSE MEDINA PEREZ, CEO. This statement was filed with the County Clerk of Los Angeles County on 03/29/2024. Publish: Mountain Views News. Dates Pub: April 6, 13, 20, 27, 2024 bbox=[274, 173, 530, 248]
case-number: 22SMCV01585 bbox=[818, 1070, 901, 1086]
case-number-label-es: (Número del Caso): bbox=[818, 1054, 923, 1070]
attorney-line: THE GREEN FIRM, P.C. bbox=[1220, 1285, 1355, 1301]
attorney-label: The name, address, and telephone number of plaintiff's attorney, or plaintiff without an attorney, is: (El nombre, la dirección y el número de teléfono del abogado del demandante, o del demandante que no tiene abogado, es): bbox=[818, 1212, 1355, 1258]
notice-heading: FICTITIOUS BUSINESS NAME STATEMENT FILE NO. 2024-063167 bbox=[540, 925, 777, 935]
notice-divider bbox=[8, 1099, 264, 1100]
published-dates: April 13, 20, 27, May 4, 2024 bbox=[1180, 1368, 1355, 1385]
attorney-block bbox=[818, 1269, 1355, 1346]
notice-body: The following person(s) is (are) doing business as: BEYOND DEALS. 11005 FIRESTONE BLVD UNIT 104. NORWALK, CA 90650. Full name of registrant(s) is (are): SONU CASABLANCA, LLC. 11005 FIRESTONE BLVD UNIT 104. NORWALK, CA 90650. This Business is conducted by: A LIMITED LIABILITY COMPANY. Signed: CLEMENTE GONZALEZ, MANAGING MEMBER. This statement was filed with the County Clerk of Los Angeles County on 03/26/2024. Publish: Mountain Views News. Dates Pub: Mar. 30, Apr. 6, 13, 20, 2024 bbox=[274, 890, 530, 966]
court-address-label: The name and address of the court is: (El nombre y dirección de la corte es): bbox=[818, 1097, 1219, 1113]
notice-body: The following person(s) is (are) doing business as: LAKE PALMS ACADEMY CENTER. 19520 PINE CANYON RD. LAKE HUGHES, CA. 93532. Full name of registrant(s) is (are): LH RUSS INT, INC. 19520 PINE CANYON RD. LAKE HUGHES, CA. 93532. This Business is conducted by: A CORPORATION. Signed: JOSE BARRERAS NIVAR. This statement was filed with the County Clerk of Los Angeles County on 03/27/2024. Publish: Mountain Views News. Dates Pub: April 6, 13, 20, 27, 2024 bbox=[274, 89, 530, 155]
notice-heading: FICTITIOUS BUSINESS NAME STATEMENT FILE NO. 2024-067685 bbox=[8, 656, 244, 665]
notice-body: The following person(s) is (are) doing business as: LOVELY NAILS. 16139 DEVONSHIRE ST. GRANADA HILLS, CA. 91344. LOS ANGELES COUNTY. Full name of registrant(s) is (are): VIVIAN THI PHAN. 16139 DEVONSHIRE ST. GRANADA HILLS, CA. 91344. This Business is conducted by: AN INDIVIDUAL. Signed: VIVIAN THI PHAN, OWNER. This statement was filed with the County Clerk of Los Angeles County on 03/28/2024. NOTICE- This Fictitious Name Statement expires five years from the date it was filed in the office of the County Clerk. Publish: Mountain Views News. Dates Pub: April 6, 13, 20, 27, 2024 bbox=[8, 210, 264, 295]
notice-body: The following person(s) is (are) doing business as: 1880 ATHLETICS AND FITNESS. 200 LOMITA BLVD SUITE 10. LOMITA, CA. 90717. Full name of registrant(s) is (are): 1880 ATHLETICS LLC. 2000 LOMITA BLVD. SUITE 10. LOMITA, CA. 90717. This Business is conducted by: A LIMITED LIABILITY COMPANY. Signed: JOSEPH GERALD LUNA, MANAGING MEMBER. This statement was filed with the County Clerk of Los Angeles County on 03/27/2024. Publish: Mountain Views News. Dates Pub: Mar. 30, Apr. 6, 13, 20, 2024 bbox=[274, 527, 530, 602]
notice-divider bbox=[274, 512, 530, 513]
court-address-line: COUNTY OF LOS ANGELES, bbox=[818, 1139, 986, 1155]
notice-divider bbox=[540, 502, 796, 503]
footer-bar bbox=[0, 2547, 1376, 2576]
notice-body: The following person(s) is (are) doing business as: TECH-PLANITICALFOC. 1435 ANGELES FOREST HWY. PALMDALE, CA. 93550. Full name of registrant(s) is (are): TECHNICON LIGHTING LLC. 300 W 6TH ST SUITE 100. LOS ANGELES, CA. 90014. This Business is conducted by: A LIMITED LIABILITY COMPANY. Signed: LORNA J OLIVER, MANAGING MEMBER. This statement was filed with the County Clerk of Los Angeles County on 03/27/2024. Publish: Mountain Views News. Dates Pub: April 6, 13, 20, 27, 2024 bbox=[274, 434, 530, 509]
footer-email: Email: editor@mtnviewsnews.com bbox=[862, 2553, 1087, 2569]
